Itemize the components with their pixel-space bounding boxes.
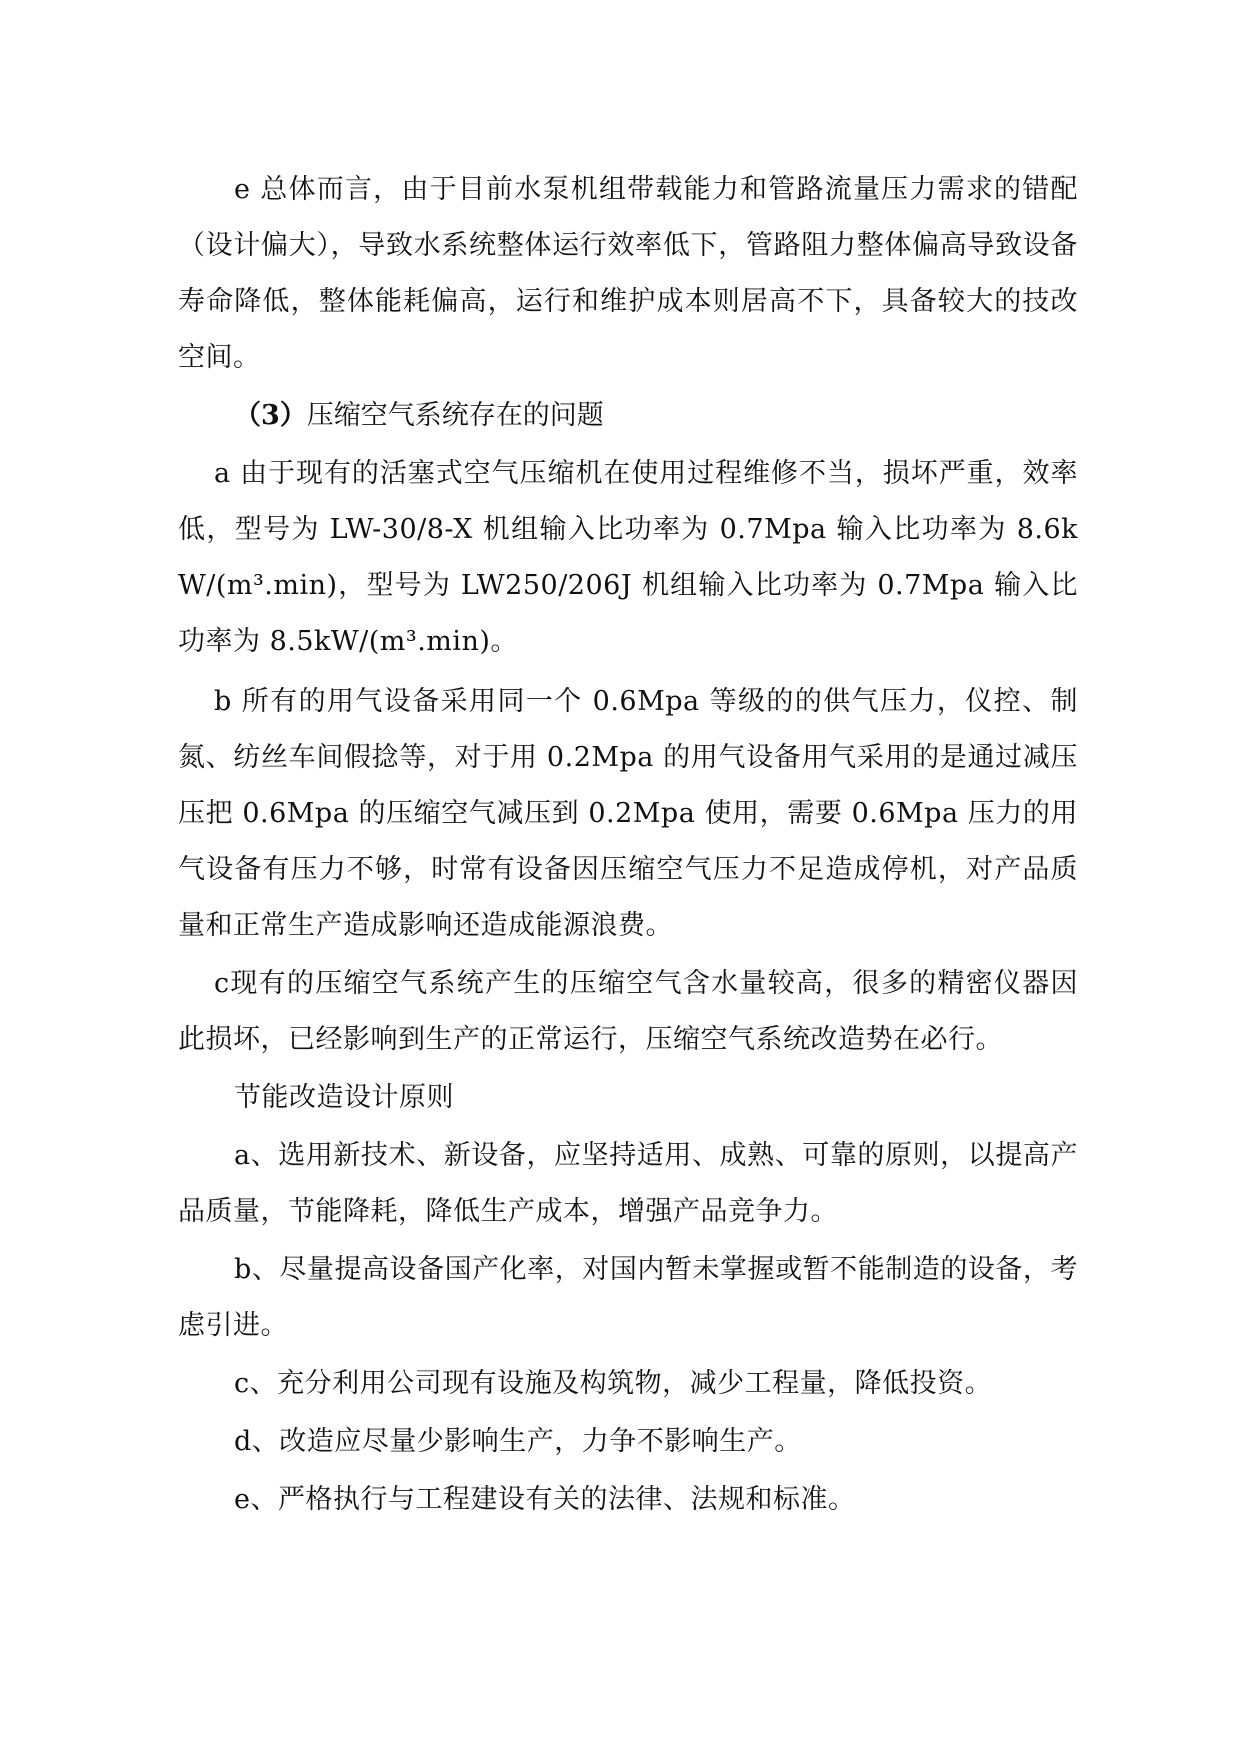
section-title: 压缩空气系统存在的问题 [306,400,604,431]
paragraph-e-summary: e 总体而言，由于目前水泵机组带载能力和管路流量压力需求的错配（设计偏大），导致水系统整体运行效率低下，管路阻力整体偏高导致设备寿命降低，整体能耗偏高，运行和维护成本则居高不下，具备较大的技改空间。 [178,174,1078,373]
document-body [178,162,1078,1528]
principle-c: c、充分利用公司现有设施及构筑物，减少工程量，降低投资。 [234,1368,993,1399]
heading-design-principles: 节能改造设计原则 [234,1082,454,1113]
paragraph-issue-a: a 由于现有的活塞式空气压缩机在使用过程维修不当，损坏严重，效率低，型号为 LW-30/8-X 机组输入比功率为 0.7Mpa 输入比功率为 8.6kW/(m³.min)，型号为 LW250/206J 机组输入比功率为 0.7Mpa 输入比功率为 8.5kW/(m³.min)。 [178,458,1078,657]
principle-a: a、选用新技术、新设备，应坚持适用、成熟、可靠的原则，以提高产品质量，节能降耗，降低生产成本，增强产品竞争力。 [178,1140,1078,1227]
section-number: （3） [234,400,307,431]
principle-b: b、尽量提高设备国产化率，对国内暂未掌握或暂不能制造的设备，考虑引进。 [178,1254,1078,1341]
principle-d: d、改造应尽量少影响生产，力争不影响生产。 [234,1426,802,1457]
paragraph-issue-b: b 所有的用气设备采用同一个 0.6Mpa 等级的的供气压力，仪控、制氮、纺丝车间假捻等，对于用 0.2Mpa 的用气设备用气采用的是通过减压压把 0.6Mpa 的压缩空气减压到 0.2Mpa 使用，需要 0.6Mpa 压力的用气设备有压力不够，时常有设备因压缩空气压力不足造成停机，对产品质量和正常生产造成影响还造成能源浪费。 [178,686,1078,941]
principle-e: e、严格执行与工程建设有关的法律、法规和标准。 [234,1484,856,1515]
paragraph-issue-c: c现有的压缩空气系统产生的压缩空气含水量较高，很多的精密仪器因此损坏，已经影响到生产的正常运行，压缩空气系统改造势在必行。 [178,968,1078,1055]
section-heading-compressed-air [178,388,1078,444]
